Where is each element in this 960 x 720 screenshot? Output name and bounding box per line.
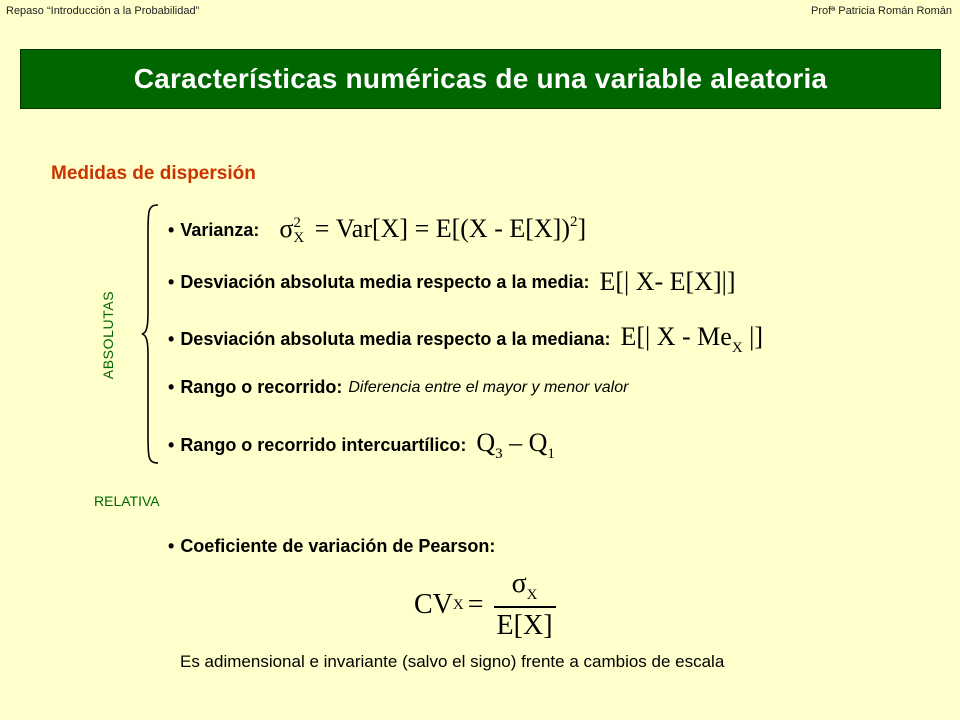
mean-abs-deviation-label: Desviación absoluta media respecto a la media: [180,271,590,292]
pearson-note: Es adimensional e invariante (salvo el signo) frente a cambios de escala [180,652,725,671]
median-formula-sub: X [731,340,743,356]
minus-sign: – [502,428,529,457]
bullet-icon: • [168,329,175,349]
fraction-denominator: E[X] [496,610,553,641]
range-label: Rango o recorrido: [180,377,343,397]
iqr-formula [476,428,555,463]
fraction-numerator [506,568,544,606]
median-abs-deviation-label: Desviación absoluta media respecto a la mediana: [180,329,611,349]
variance-expression: = Var[X] = E[(X - E[X]) [308,214,570,243]
bullet-icon: • [168,536,175,556]
relative-measures-label: RELATIVA [94,493,160,509]
title-banner [20,49,941,109]
square-exponent: 2 [570,214,578,230]
q1-sub: 1 [547,446,555,462]
bullet-icon: • [168,377,175,397]
median-formula-main: E[| X - Me [620,322,732,351]
range-note: Diferencia entre el mayor y menor valor [348,378,629,396]
pearson-formula [414,568,556,642]
bullet-icon: • [168,435,175,455]
fraction [494,568,556,642]
sigma-sup: 2 [293,215,301,232]
variance-item [168,214,586,246]
bullet-icon: • [168,219,175,240]
slide-title: Características numéricas de una variable aleatoria [133,63,828,94]
median-abs-deviation-item [168,322,763,357]
q1-symbol: Q [528,428,548,457]
median-formula-end: |] [742,322,764,351]
sigma-numerator-sub: X [526,587,538,603]
sigma-indices [293,216,304,246]
range-item [168,377,628,398]
median-abs-deviation-formula [620,322,763,357]
absolute-measures-label: ABSOLUTAS [100,290,116,380]
cv-symbol: CV [414,589,453,620]
iqr-label: Rango o recorrido intercuartílico: [180,435,467,455]
mean-abs-deviation-item [168,267,736,297]
variance-label: Varianza: [180,219,260,240]
iqr-item [168,428,555,463]
curly-brace-icon [140,203,164,465]
section-heading: Medidas de dispersión [51,163,256,184]
header-author: Profª Patricia Román Román [810,5,952,17]
pearson-label: Coeficiente de variación de Pearson: [180,536,496,556]
sigma-sub: X [293,230,305,247]
closing-bracket: ] [577,214,587,243]
q3-symbol: Q [476,428,496,457]
header-course-title: Repaso “Introducción a la Probabilidad” [6,5,200,17]
equals-sign: = [467,589,484,620]
pearson-item [168,536,495,557]
sigma-symbol: σ [279,214,294,243]
q3-sub: 3 [495,446,503,462]
bullet-icon: • [168,271,175,292]
cv-sub: X [452,596,464,613]
sigma-numerator: σ [511,568,527,599]
variance-formula [279,214,586,246]
mean-abs-deviation-formula: E[| X- E[X]|] [599,267,736,296]
